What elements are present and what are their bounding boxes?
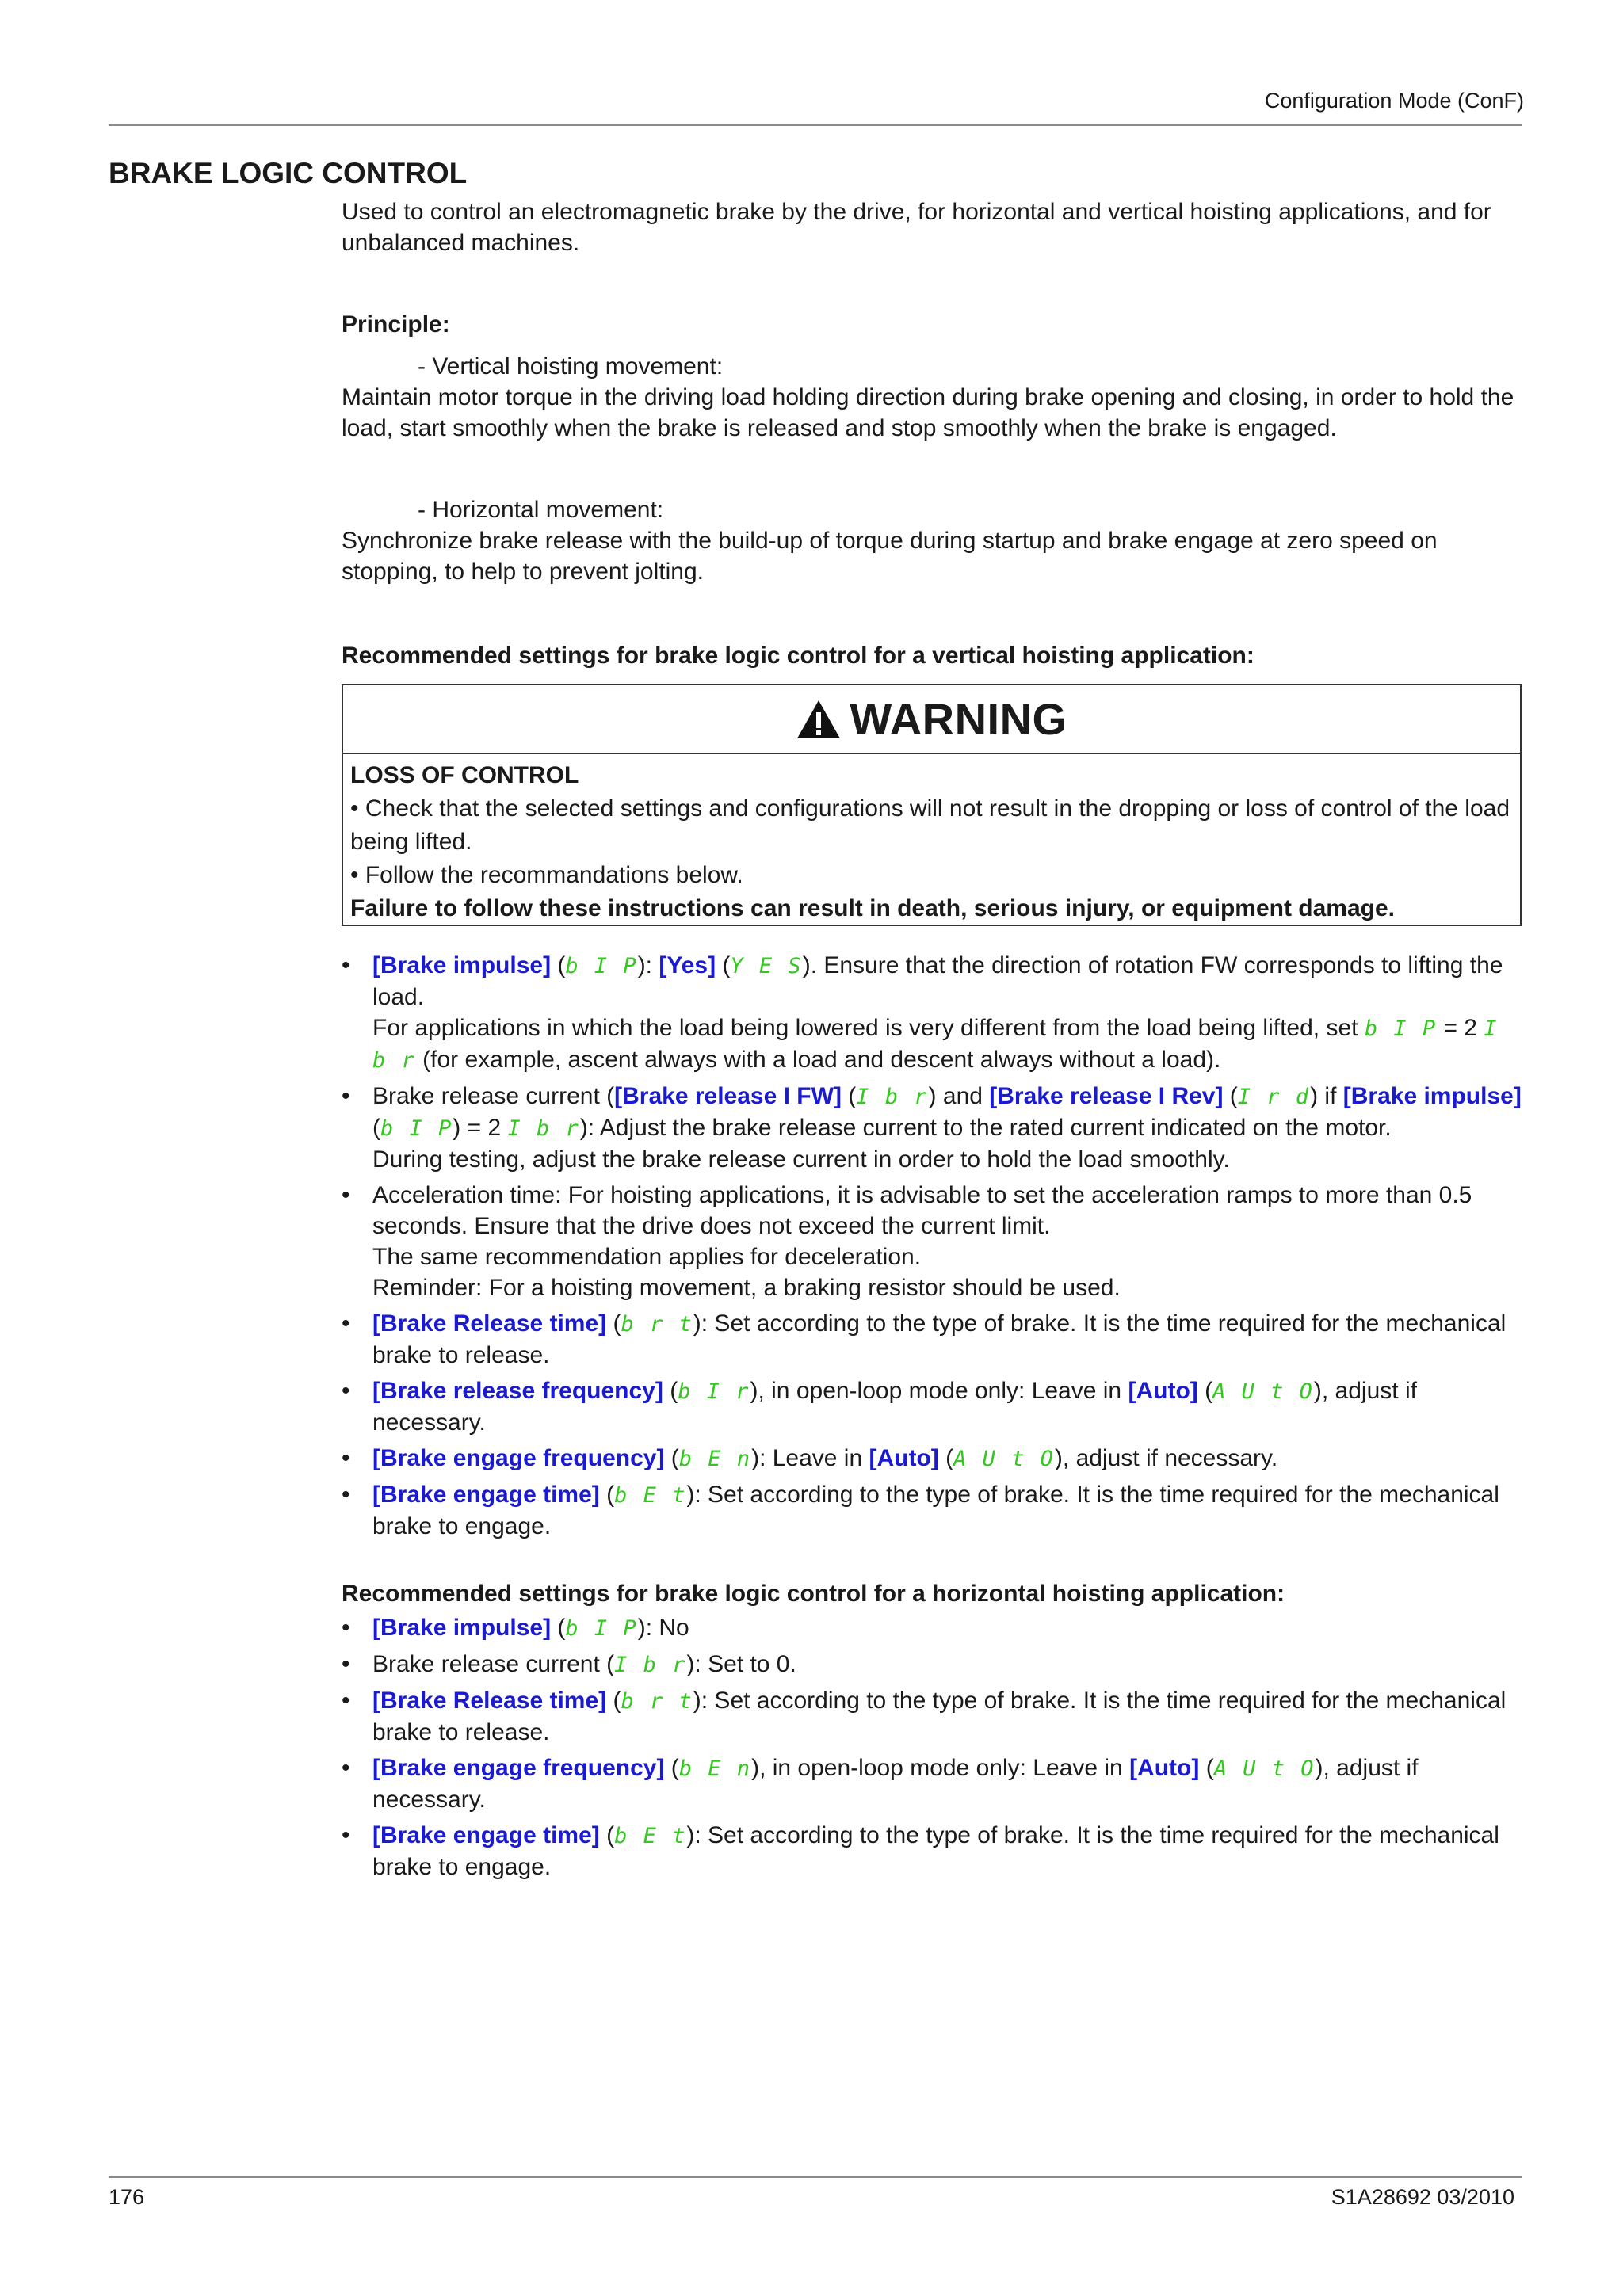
param-code: b E n <box>678 1447 752 1471</box>
footer-rule <box>109 2176 1522 2178</box>
param-code: A U t O <box>1212 1379 1314 1404</box>
param-code: b E t <box>614 1483 687 1508</box>
param-code: I b r <box>507 1116 580 1141</box>
list-item-text: if <box>1318 1083 1343 1109</box>
list-item <box>342 1180 1522 1303</box>
bullet-icon: • <box>342 1083 350 1109</box>
bullet-icon: • <box>342 952 350 978</box>
header-rule <box>109 124 1522 126</box>
param-code: b I P <box>1364 1016 1438 1041</box>
param-code: I r d <box>1237 1085 1311 1109</box>
warning-line-2: • Follow the recommandations below. <box>350 862 743 888</box>
param-name: [Brake impulse] <box>372 952 552 978</box>
param-name: [Brake engage time] <box>372 1482 600 1508</box>
param-code: b r t <box>621 1689 693 1714</box>
bullet-icon: • <box>342 1378 350 1404</box>
page-number: 176 <box>109 2185 145 2209</box>
list-item: • Brake release current (I b r): Set to 0. <box>342 1649 1522 1680</box>
principle-section <box>342 309 1522 587</box>
param-value: [Auto] <box>1128 1378 1198 1404</box>
vertical-movement-text: Maintain motor torque in the driving load holding direction during brake opening and closing, in order to hold the load, start smoothly when the brake is released and stop smoothly when the brake is engaged. <box>342 384 1514 441</box>
bullet-icon: • <box>342 1822 350 1848</box>
list-item-text: = 2 <box>460 1115 502 1141</box>
param-code: b I P <box>565 954 638 978</box>
list-item-text: : Set according to the type of brake. It is the time required for the mechanical brake to release. <box>372 1310 1507 1368</box>
list-item: • Brake release current ([Brake release I FW] (I b r) and [Brake release I Rev] (I r d) if [Brake impulse] (b I P) = 2 I b r): Adjust the brake release current to the rated current indicated on the motor. During testing, adjust the brake release current in order to hold the load smoothly. <box>342 1081 1522 1175</box>
warning-consequence: Failure to follow these instructions can result in death, serious injury, or equipment damage. <box>350 895 1396 921</box>
bullet-icon: • <box>342 1651 350 1677</box>
list-item-text: = 2 <box>1437 1015 1477 1041</box>
param-name: [Brake Release time] <box>372 1688 607 1714</box>
param-code: I b r <box>372 1016 1499 1073</box>
list-item-text: , adjust if necessary. <box>372 1378 1417 1436</box>
list-item-text: The same recommendation applies for deceleration. <box>372 1244 922 1270</box>
list-item-text: : Set according to the type of brake. It is the time required for the mechanical brake to engage. <box>372 1822 1499 1880</box>
running-header: Configuration Mode (ConF) <box>1264 89 1524 113</box>
list-item-text: (for example, ascent always with a load and descent always without a load). <box>422 1047 1221 1073</box>
list-item-text: and <box>936 1083 990 1109</box>
warning-hazard: LOSS OF CONTROL <box>350 762 579 788</box>
param-name: [Brake Release time] <box>372 1310 607 1337</box>
param-code: A U t O <box>953 1447 1055 1471</box>
vertical-movement-label: - Vertical hoisting movement: <box>418 353 724 379</box>
param-name: [Brake release I Rev] <box>989 1083 1224 1109</box>
vertical-settings-heading: Recommended settings for brake logic control for a vertical hoisting application: <box>342 643 1254 669</box>
param-value: [Yes] <box>659 952 716 978</box>
param-name: [Brake impulse] <box>1342 1083 1522 1109</box>
list-item: • [Brake impulse] (b I P): [Yes] (Y E S). Ensure that the direction of rotation FW corresponds to lifting the load. For applications in which the load being lowered is very different from the load being lifted, set b I P = 2 I b r (for example, ascent always with a load and descent always without a load). <box>342 950 1522 1076</box>
param-name: [Brake release frequency] <box>372 1378 663 1404</box>
list-item-text: : Set according to the type of brake. It is the time required for the mechanical brake to engage. <box>372 1482 1499 1539</box>
horizontal-movement-label: - Horizontal movement: <box>418 497 664 523</box>
bullet-icon: • <box>342 1182 350 1208</box>
list-item-text: : No <box>645 1615 689 1641</box>
bullet-icon: • <box>342 1310 350 1337</box>
list-item-text: Reminder: For a hoisting movement, a braking resistor should be used. <box>372 1275 1121 1301</box>
list-item: • [Brake engage frequency] (b E n): Leave in [Auto] (A U t O), adjust if necessary. <box>342 1443 1522 1474</box>
list-item-text: For applications in which the load being lowered is very different from the load being lifted, set <box>372 1015 1358 1041</box>
list-item-text: . Ensure that the direction of rotation FW corresponds to lifting the load. <box>372 952 1503 1010</box>
list-item: • [Brake release frequency] (b I r), in open-loop mode only: Leave in [Auto] (A U t O), adjust if necessary. <box>342 1375 1522 1438</box>
param-code: b r t <box>621 1312 693 1337</box>
bullet-icon: • <box>342 1755 350 1781</box>
list-item: • [Brake Release time] (b r t): Set according to the type of brake. It is the time required for the mechanical brake to release. <box>342 1308 1522 1371</box>
list-item-text: , in open-loop mode only: Leave in <box>759 1755 1123 1781</box>
bullet-icon: • <box>342 1688 350 1714</box>
param-code: Y E S <box>730 954 803 978</box>
param-code: I b r <box>856 1085 929 1109</box>
list-item: • [Brake engage time] (b E t): Set according to the type of brake. It is the time required for the mechanical brake to engage. <box>342 1479 1522 1542</box>
param-code: b I P <box>380 1116 453 1141</box>
param-name: [Brake release I FW] <box>614 1083 842 1109</box>
list-item-text: During testing, adjust the brake release current in order to hold the load smoothly. <box>372 1146 1230 1173</box>
list-item-text: Brake release current <box>372 1651 600 1677</box>
vertical-settings <box>342 950 1522 1547</box>
warning-title: WARNING <box>850 694 1067 744</box>
list-item-text: : Set to 0. <box>694 1651 796 1677</box>
list-item: • [Brake Release time] (b r t): Set according to the type of brake. It is the time required for the mechanical brake to release. <box>342 1685 1522 1748</box>
list-item: • [Brake engage time] (b E t): Set according to the type of brake. It is the time required for the mechanical brake to engage. <box>342 1820 1522 1882</box>
warning-line-1: • Check that the selected settings and configurations will not result in the dropping or loss of control of the load being lifted. <box>350 795 1510 855</box>
param-code: b I P <box>565 1616 638 1641</box>
param-code: A U t O <box>1213 1756 1316 1781</box>
warning-body <box>343 754 1520 925</box>
list-item-text: ): Adjust the brake release current to the rated current indicated on the motor. <box>579 1115 1392 1141</box>
param-code: b I r <box>678 1379 750 1404</box>
list-item-text: : Leave in <box>759 1445 863 1471</box>
page-title: BRAKE LOGIC CONTROL <box>109 157 468 189</box>
param-value: [Auto] <box>869 1445 939 1471</box>
warning-header <box>343 685 1520 754</box>
list-item-text: : Set according to the type of brake. It is the time required for the mechanical brake to release. <box>372 1688 1507 1745</box>
bullet-icon: • <box>342 1615 350 1641</box>
document-reference: S1A28692 03/2010 <box>1331 2185 1514 2209</box>
param-code: b E n <box>678 1756 752 1781</box>
list-item-text: , adjust if necessary. <box>1062 1445 1278 1471</box>
list-item-text: Acceleration time: For hoisting applications, it is advisable to set the acceleration ramps to more than 0.5 seconds. Ensure that the drive does not exceed the current limit. <box>372 1182 1472 1239</box>
intro-paragraph: Used to control an electromagnetic brake by the drive, for horizontal and vertical hoisting applications, and for unbalanced machines. <box>342 199 1491 256</box>
list-item: • [Brake impulse] (b I P): No <box>342 1612 1522 1644</box>
list-item-text: Brake release current ( <box>372 1083 615 1109</box>
principle-label: Principle: <box>342 311 450 338</box>
param-name: [Brake engage frequency] <box>372 1755 665 1781</box>
param-name: [Brake engage time] <box>372 1822 600 1848</box>
warning-box <box>342 684 1522 926</box>
bullet-icon: • <box>342 1445 350 1471</box>
horizontal-settings-heading: Recommended settings for brake logic control for a horizontal hoisting application: <box>342 1581 1285 1607</box>
param-name: [Brake impulse] <box>372 1615 552 1641</box>
list-item-text: , adjust if necessary. <box>372 1755 1419 1813</box>
param-code: b E t <box>614 1824 687 1848</box>
param-value: [Auto] <box>1129 1755 1200 1781</box>
param-code: I b r <box>614 1653 687 1677</box>
list-item: • [Brake engage frequency] (b E n), in open-loop mode only: Leave in [Auto] (A U t O), adjust if necessary. <box>342 1753 1522 1815</box>
bullet-icon: • <box>342 1482 350 1508</box>
warning-triangle-icon <box>796 699 842 740</box>
param-name: [Brake engage frequency] <box>372 1445 665 1471</box>
horizontal-settings <box>342 1612 1522 1887</box>
horizontal-movement-text: Synchronize brake release with the build-up of torque during startup and brake engage at zero speed on stopping, to help to prevent jolting. <box>342 528 1438 585</box>
list-item-text: , in open-loop mode only: Leave in <box>758 1378 1122 1404</box>
